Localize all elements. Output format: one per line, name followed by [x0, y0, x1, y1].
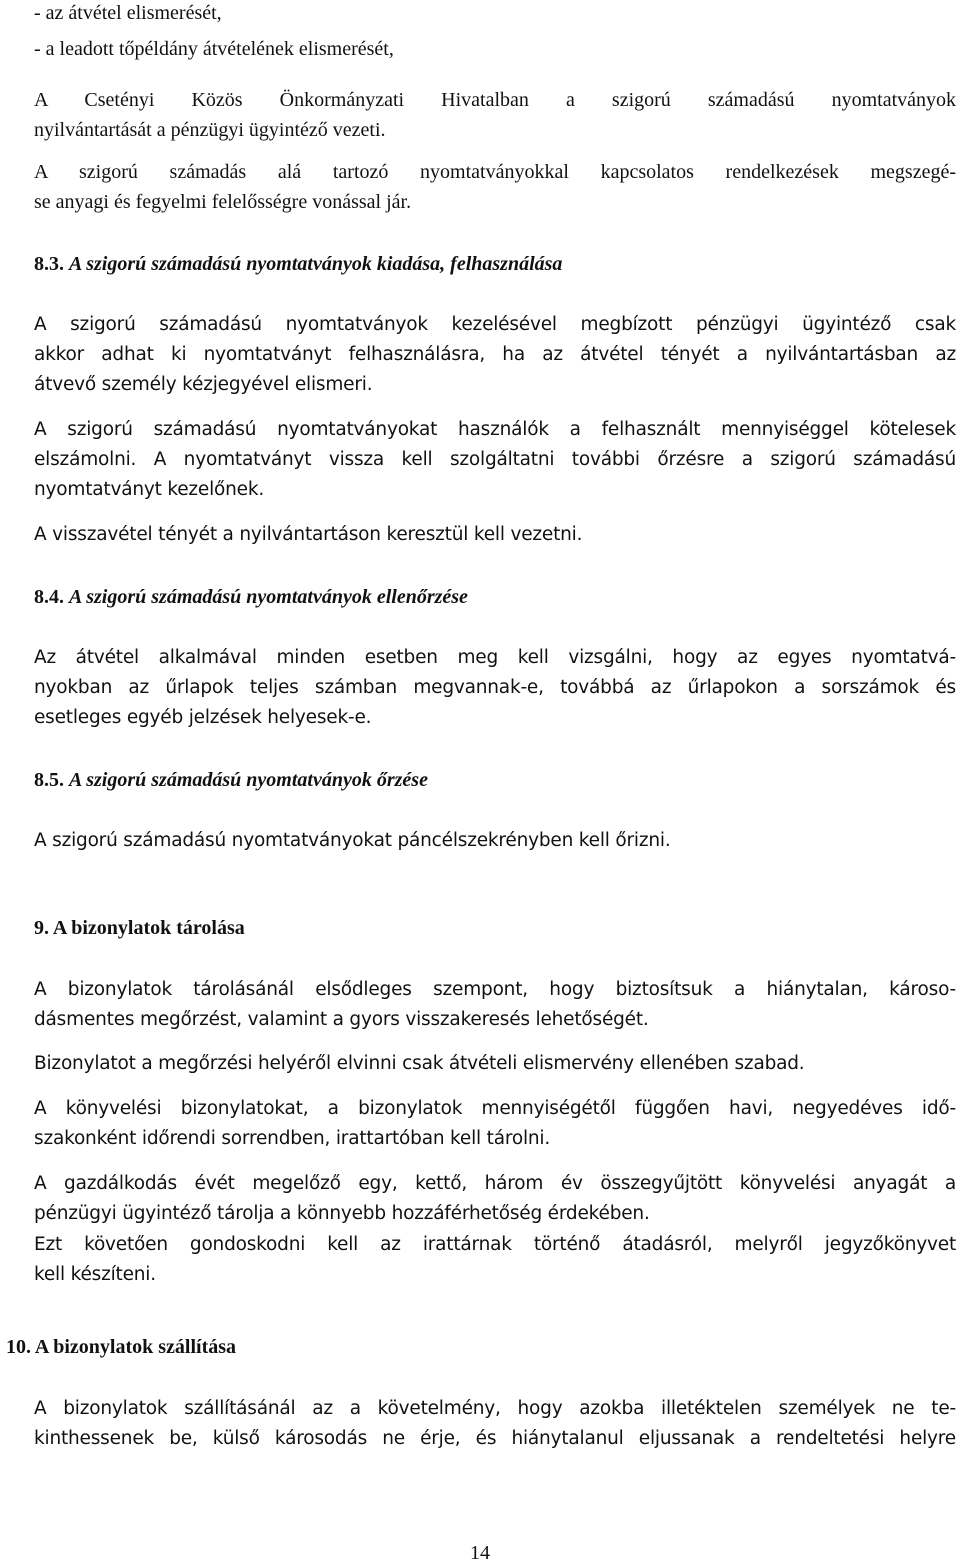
- paragraph-line: A szigorú számadású nyomtatványokat páncélszekrényben kell őrizni.: [34, 830, 671, 851]
- paragraph-line: Az átvétel alkalmával minden esetben meg kell vizsgálni, hogy az egyes nyomtatvá-: [34, 647, 956, 668]
- paragraph-line: A Csetényi Közös Önkormányzati Hivatalban a szigorú számadású nyomtatványok: [34, 89, 956, 111]
- section-title: A szigorú számadású nyomtatványok kiadása, felhasználása: [69, 253, 563, 275]
- paragraph-line: nyokban az űrlapok teljes számban megvannak-e, továbbá az űrlapokon a sorszámok és: [34, 677, 956, 698]
- paragraph-line: A szigorú számadású nyomtatványokat használók a felhasznált mennyiséggel kötelesek: [34, 419, 956, 440]
- paragraph-line: A visszavétel tényét a nyilvántartáson keresztül kell vezetni.: [34, 524, 583, 545]
- section-number: 8.3.: [34, 253, 64, 275]
- paragraph-line: szakonként időrendi sorrendben, irattartóban kell tárolni.: [34, 1128, 551, 1149]
- paragraph-line: Bizonylatot a megőrzési helyéről elvinni csak átvételi elismervény ellenében szabad.: [34, 1053, 805, 1074]
- paragraph-line: A bizonylatok szállításánál az a követelmény, hogy azokba illetéktelen személyek ne te-: [34, 1398, 956, 1419]
- section-heading-9: 9. A bizonylatok tárolása: [34, 917, 245, 939]
- paragraph-line: A szigorú számadású nyomtatványok kezelésével megbízott pénzügyi ügyintéző csak: [34, 314, 956, 335]
- paragraph-line: A szigorú számadás alá tartozó nyomtatványokkal kapcsolatos rendelkezések megszegé-: [34, 161, 956, 183]
- list-item-topeldany: - a leadott tőpéldány átvételének elismerését,: [34, 38, 394, 60]
- section-heading-8-5: [34, 768, 956, 792]
- section-number: 8.5.: [34, 769, 64, 791]
- paragraph-line: nyilvántartását a pénzügyi ügyintéző vezeti.: [34, 119, 386, 141]
- paragraph-line: nyomtatványt kezelőnek.: [34, 479, 265, 500]
- section-heading-8-4: [34, 585, 956, 609]
- section-heading-10: 10. A bizonylatok szállítása: [6, 1336, 237, 1358]
- section-title: A szigorú számadású nyomtatványok őrzése: [69, 769, 428, 791]
- paragraph-line: pénzügyi ügyintéző tárolja a könnyebb hozzáférhetőség érdekében.: [34, 1203, 650, 1224]
- page-number: 14: [470, 1542, 490, 1564]
- paragraph-line: Ezt követően gondoskodni kell az irattárnak történő átadásról, melyről jegyzőkönyvet: [34, 1234, 956, 1255]
- paragraph-line: kinthessenek be, külső károsodás ne érje, és hiánytalanul eljussanak a rendeltetési helyre: [34, 1428, 956, 1449]
- paragraph-line: elszámolni. A nyomtatványt vissza kell szolgáltatni további őrzésre a szigorú számadású: [34, 449, 956, 470]
- paragraph-line: átvevő személy kézjegyével elismeri.: [34, 374, 373, 395]
- paragraph-line: A bizonylatok tárolásánál elsődleges szempont, hogy biztosítsuk a hiánytalan, károso-: [34, 979, 956, 1000]
- section-title: A szigorú számadású nyomtatványok ellenőrzése: [69, 586, 468, 608]
- paragraph-line: akkor adhat ki nyomtatványt felhasználásra, ha az átvétel tényét a nyilvántartásban az: [34, 344, 956, 365]
- paragraph-line: esetleges egyéb jelzések helyesek-e.: [34, 707, 372, 728]
- section-heading-8-3: [34, 252, 956, 276]
- paragraph-line: dásmentes megőrzést, valamint a gyors visszakeresés lehetőségét.: [34, 1009, 649, 1030]
- paragraph-line: se anyagi és fegyelmi felelősségre vonással jár.: [34, 191, 412, 213]
- section-number: 8.4.: [34, 586, 64, 608]
- list-item-atvetel: - az átvétel elismerését,: [34, 2, 222, 24]
- paragraph-line: A könyvelési bizonylatokat, a bizonylatok mennyiségétől függően havi, negyedéves idő-: [34, 1098, 956, 1119]
- paragraph-line: kell készíteni.: [34, 1264, 156, 1285]
- paragraph-line: A gazdálkodás évét megelőző egy, kettő, három év összegyűjtött könyvelési anyagát a: [34, 1173, 956, 1194]
